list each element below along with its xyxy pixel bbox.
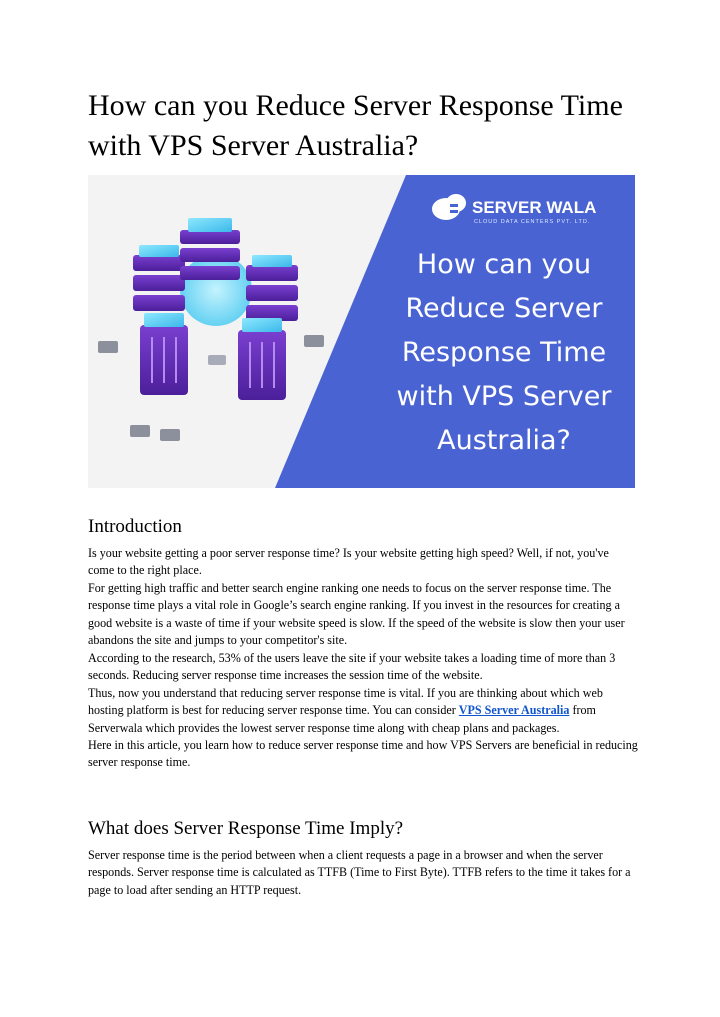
intro-paragraph-4-before: Thus, now you understand that reducing server response time is vital. If you are thinking about which web hosting platform is best for reducing server response time. You can consider	[88, 685, 603, 718]
server-response-time-body	[88, 847, 638, 899]
intro-paragraph-4	[88, 685, 638, 737]
article-banner-image	[88, 175, 635, 488]
introduction-body	[88, 545, 638, 772]
srt-paragraph-1: Server response time is the period between when a client requests a page in a browser and when the server responds. Server response time is calculated as TTFB (Time to First Byte). TTFB refers to the time it takes for a page to load after sending an HTTP request.	[88, 848, 631, 897]
intro-paragraph-5: Here in this article, you learn how to reduce server response time and how VPS Servers are beneficial in reducing server response time.	[88, 737, 638, 770]
banner-headline-line-1: How can you	[416, 249, 592, 280]
intro-paragraph-3: According to the research, 53% of the users leave the site if your website takes a loading time of more than 3 seconds. Reducing server response time increases the session time of the website.	[88, 650, 616, 683]
intro-paragraph-4-after: from Serverwala which provides the lowest server response time along with cheap plans and packages.	[88, 703, 596, 735]
vps-server-australia-link[interactable]: VPS Server Australia	[458, 703, 570, 718]
intro-paragraph-2: For getting high traffic and better search engine ranking one needs to focus on the server response time. The response time plays a vital role in Google’s search engine ranking. If you invest in the resources for creating a good website is a waste of time if your website speed is slow. If the speed of the website is slow then your user abandons the site and jumps to your competitor's site.	[88, 580, 625, 648]
banner-headline-line-2: Reduce Server	[405, 293, 603, 324]
banner-brand-name: SERVER WALA	[472, 198, 597, 217]
section-heading-introduction: Introduction	[88, 516, 182, 537]
article-title: How can you Reduce Server Response Time with VPS Server Australia?	[88, 89, 623, 162]
intro-paragraph-1: Is your website getting a poor server response time? Is your website getting high speed? Well, if not, you've come to the right place.	[88, 546, 609, 578]
banner-brand-tagline: CLOUD DATA CENTERS PVT. LTD.	[474, 219, 591, 225]
banner-headline-line-3: Response Time	[401, 337, 607, 368]
section-heading-server-response-time: What does Server Response Time Imply?	[88, 818, 404, 839]
banner-headline-line-5: Australia?	[437, 425, 571, 456]
banner-headline-line-4: with VPS Server	[396, 381, 612, 412]
